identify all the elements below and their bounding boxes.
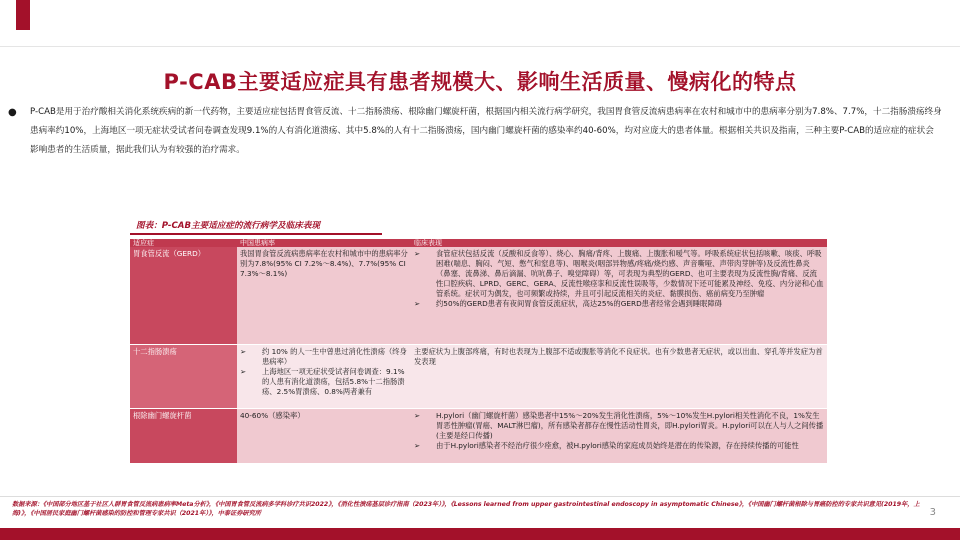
- table-header-row: [130, 239, 827, 247]
- table-caption: 图表：P-CAB主要适应症的流行病学及临床表现: [136, 221, 320, 231]
- prevalence-text: 我国胃食管反流病患病率在农村和城市中的患病率分别为7.8%(95% CI 7.2%～8.4%)、7.7%(95% CI 7.3%～8.1%): [240, 249, 408, 278]
- clinical-point: ➢ H.pylori（幽门螺旋杆菌）感染患者中15%～20%发生消化性溃疡，5%～10%发生H.pylori相关性消化不良，1%发生胃恶性肿瘤(胃癌、MALT淋巴瘤)，所有感染者都存在慢性活动性胃炎，即H.pylori胃炎。H.pylori可以在人与人之间传播(主要是经口传播): [414, 410, 824, 440]
- indication-cell: 十二指肠溃疡: [130, 344, 237, 408]
- intro-text: P-CAB是用于治疗酸相关消化系统疾病的新一代药物，主要适应症包括胃食管反流、十二指肠溃疡、根除幽门螺旋杆菌，根据国内相关流行病学研究，我国胃食管反流病患病率在农村和城市中的患病率分别为7.8%、7.7%，十二指肠溃疡终身患病率约10%，上海地区一项无症状受试者问卷调查发现9.1%的人有消化道溃疡、其中5.8%的人有十二指肠溃疡，国内幽门螺旋杆菌的感染率约40-60%，均对应庞大的患者体量。根据相关共识及指南，三种主要P-CAB的适应症的症状会影响患者的生活质量，据此我们认为有较强的治疗需求。: [30, 107, 942, 155]
- indication-cell: 根除幽门螺旋杆菌: [130, 408, 237, 463]
- header-clinical: 临床表现: [411, 239, 827, 247]
- arrow-bullet-icon: ➢: [414, 249, 421, 258]
- header-indication: 适应症: [130, 239, 237, 247]
- corner-accent-bar: [16, 0, 30, 30]
- caption-underline: [130, 233, 382, 235]
- prevalence-point: ➢ 上海地区一项无症状受试者问卷调查：9.1%的人患有消化道溃疡，包括5.8%十二指肠溃疡、2.5%胃溃疡、0.8%两者兼有: [240, 366, 405, 396]
- clinical-point: ➢ 约50%的GERD患者有夜间胃食管反流症状，高达25%的GERD患者经常会遇到睡眠障碍: [414, 299, 722, 308]
- page-number: 3: [929, 507, 936, 518]
- bottom-accent-band: [0, 528, 960, 540]
- arrow-bullet-icon: ➢: [414, 440, 421, 450]
- page-title: P-CAB主要适应症具有患者规模大、影响生活质量、慢病化的特点: [163, 70, 797, 94]
- clinical-point: ➢ 由于H.pylori感染者不经治疗很少痊愈，被H.pylori感染的家庭成员始终是潜在的传染源，存在持续传播的可能性: [414, 440, 799, 450]
- clinical-point: ➢ 食管症状包括反流（反酸和反食等）、烧心、胸痛/背疼、上腹痛、上腹胀和嗳气等。呼吸系统症状包括咳嗽、咳痰、呼吸困难(喘息、胸闷、气短、憋气和窒息等)、咽喉炎(咽部异物感/疼痛/烧灼感、声音嘶哑、声带肉芽肿等)及反流性鼻炎（鼻塞、流鼻涕、鼻后滴漏、吭吭鼻子、嗅觉障碍）等，可表现为典型的GERD、也可主要表现为反流性胸/背痛、反流性口腔疾病、LPRD、GERC、GERA、反流性喉痉挛和反流性误吸等，少数情况下还可能累及神经、免疫、内分泌和心血管系统。症状可为偶发，也可频繁或持续，并且可引起反流相关的炎症、黏膜损伤、癌前病变乃至肿瘤: [414, 249, 824, 298]
- clinical-cell: 主要症状为上腹部疼痛，有时也表现为上腹部不适或腹胀等消化不良症状。也有少数患者无症状，或以出血、穿孔等并发症为首发表现: [411, 344, 827, 408]
- prevalence-cell: [237, 247, 411, 344]
- arrow-bullet-icon: ➢: [240, 366, 247, 376]
- header-prevalence: 中国患病率: [237, 239, 411, 247]
- clinical-cell: [411, 247, 827, 344]
- arrow-bullet-icon: ➢: [414, 410, 421, 420]
- prevalence-cell: [237, 344, 411, 408]
- bullet-icon: ●: [8, 107, 17, 118]
- indication-cell: 胃食管反流（GERD）: [130, 247, 237, 344]
- indication-table: [130, 239, 827, 464]
- table-row: [130, 247, 827, 344]
- prevalence-cell: 40-60%（感染率）: [237, 408, 411, 463]
- arrow-bullet-icon: ➢: [414, 299, 421, 308]
- arrow-bullet-icon: ➢: [240, 346, 247, 356]
- table-row: [130, 408, 827, 463]
- prevalence-point: ➢ 约 10% 的人一生中曾患过消化性溃疡（终身患病率）: [240, 346, 407, 366]
- clinical-cell: [411, 408, 827, 463]
- table-row: [130, 344, 827, 408]
- footer-divider: [0, 496, 960, 497]
- intro-paragraph: [8, 103, 942, 160]
- header-divider: [0, 46, 960, 47]
- data-source-note: 数据来源：《中国部分地区基于社区人群胃食管反流病患病率Meta分析》，《中国胃食管反流病多学科诊疗共识2022》，《消化性溃疡基层诊疗指南（2023年）》，《Lessons learned from upper gastrointestinal endoscopy in asymptomatic Chinese》，《中国幽门螺杆菌根除与胃癌防控的专家共识意见(2019年，上海)》，《中国居民家庭幽门螺杆菌感染的防控和管理专家共识（2021年）》，中泰证券研究所: [12, 501, 920, 517]
